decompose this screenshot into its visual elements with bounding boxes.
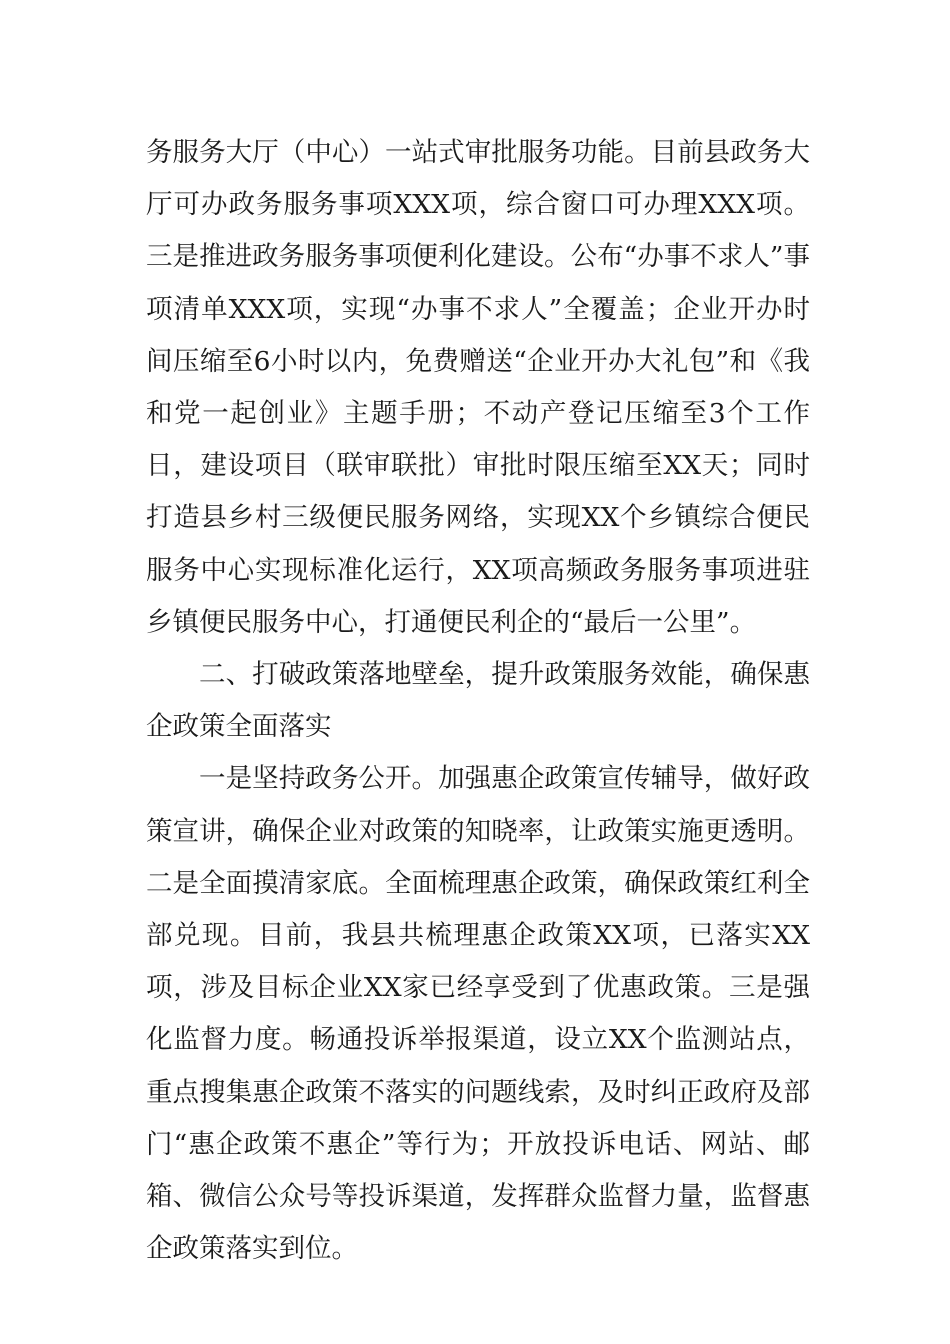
document-body xyxy=(146,127,810,1275)
section-heading-two: 二、打破政策落地壁垒，提升政策服务效能，确保惠企政策全面落实 xyxy=(146,659,810,743)
paragraph-policy-implementation: 一是坚持政务公开。加强惠企政策宣传辅导，做好政策宣讲，确保企业对政策的知晓率，让政策实施更透明。二是全面摸清家底。全面梳理惠企政策，确保政策红利全部兑现。目前，我县共梳理惠企政策XX项，已落实XX项，涉及目标企业XX家已经享受到了优惠政策。三是强化监督力度。畅通投诉举报渠道，设立XX个监测站点，重点搜集惠企政策不落实的问题线索，及时纠正政府及部门“惠企政策不惠企”等行为；开放投诉电话、网站、邮箱、微信公众号等投诉渠道，发挥群众监督力量，监督惠企政策落实到位。 xyxy=(146,763,810,1265)
paragraph-continuation: 务服务大厅（中心）一站式审批服务功能。目前县政务大厅可办政务服务事项XXX项，综合窗口可办理XXX项。三是推进政务服务事项便利化建设。公布“办事不求人”事项清单XXX项，实现“办事不求人”全覆盖；企业开办时间压缩至6小时以内，免费赠送“企业开办大礼包”和《我和党一起创业》主题手册；不动产登记压缩至3个工作日，建设项目（联审联批）审批时限压缩至XX天；同时打造县乡村三级便民服务网络，实现XX个乡镇综合便民服务中心实现标准化运行，XX项高频政务服务事项进驻乡镇便民服务中心，打通便民利企的“最后一公里”。 xyxy=(146,137,810,638)
